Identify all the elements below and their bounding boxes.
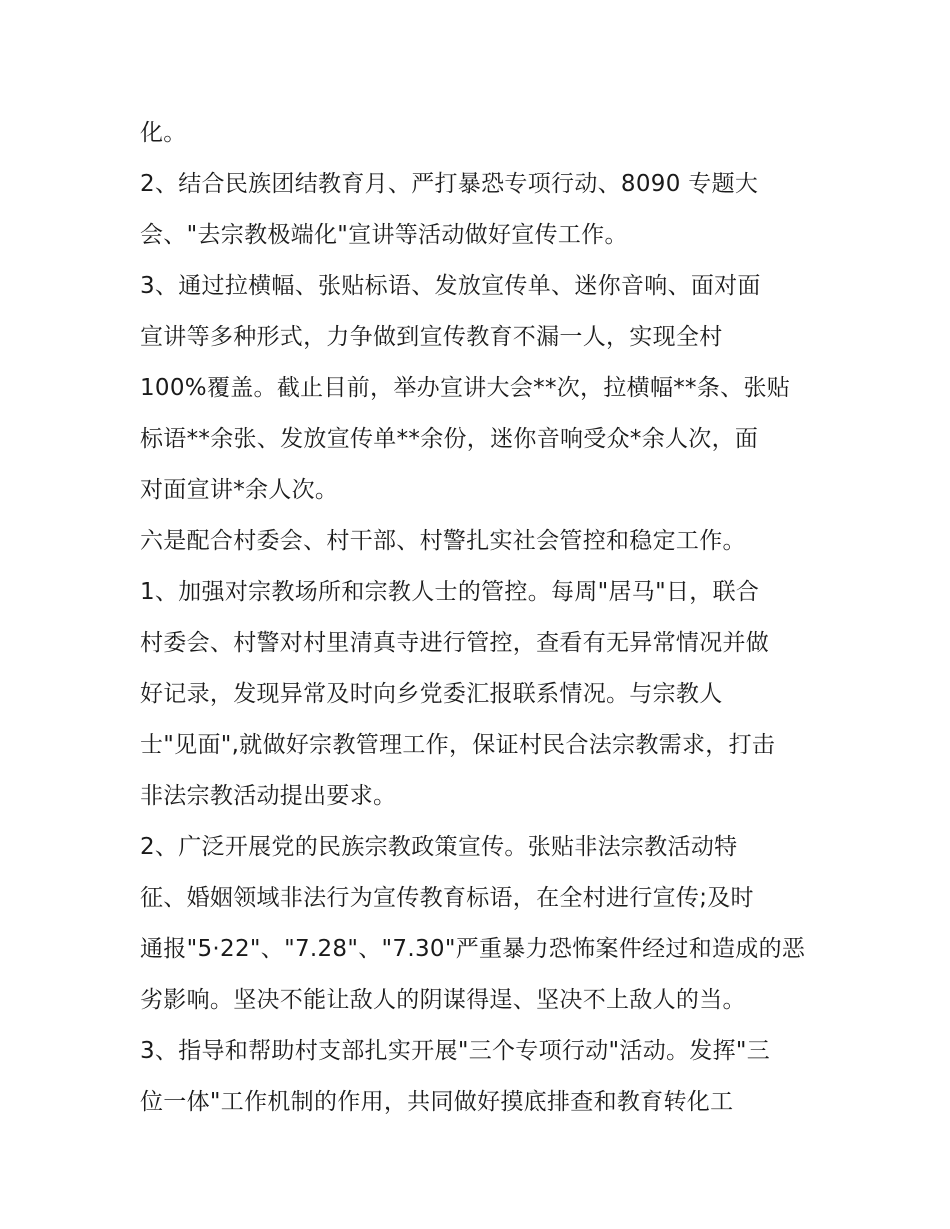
text-line-11: 村委会、村警对村里清真寺进行管控，查看有无异常情况并做 (140, 630, 770, 656)
text-line-17: 通报"5·22"、"7.28"、"7.30"严重暴力恐怖案件经过和造成的恶 (140, 936, 806, 962)
text-line-12: 好记录，发现异常及时向乡党委汇报联系情况。与宗教人 (140, 681, 723, 707)
text-line-4: 3、通过拉横幅、张贴标语、发放宣传单、迷你音响、面对面 (140, 273, 761, 299)
text-line-7: 标语**余张、发放宣传单**余份，迷你音响受众*余人次，面 (140, 426, 759, 452)
text-line-10: 1、加强对宗教场所和宗教人士的管控。每周"居马"日，联合 (140, 579, 760, 605)
text-line-5: 宣讲等多种形式，力争做到宣传教育不漏一人，实现全村 (140, 324, 723, 350)
text-line-15: 2、广泛开展党的民族宗教政策宣传。张贴非法宗教活动特 (140, 834, 738, 860)
text-line-6: 100%覆盖。截止目前，举办宣讲大会**次，拉横幅**条、张贴 (140, 375, 791, 401)
text-line-14: 非法宗教活动提出要求。 (140, 783, 397, 809)
text-line-13: 士"见面",就做好宗教管理工作，保证村民合法宗教需求，打击 (140, 732, 776, 758)
text-line-19: 3、指导和帮助村支部扎实开展"三个专项行动"活动。发挥"三 (140, 1038, 771, 1064)
text-line-8: 对面宣讲*余人次。 (140, 477, 339, 503)
text-line-9: 六是配合村委会、村干部、村警扎实社会管控和稳定工作。 (140, 528, 746, 554)
text-line-18: 劣影响。坚决不能让敌人的阴谋得逞、坚决不上敌人的当。 (140, 987, 746, 1013)
document-body (140, 108, 830, 1128)
text-line-3: 会、"去宗教极端化"宣讲等活动做好宣传工作。 (140, 222, 628, 248)
text-line-16: 征、婚姻领域非法行为宣传教育标语，在全村进行宣传;及时 (140, 885, 754, 911)
text-line-20: 位一体"工作机制的作用，共同做好摸底排查和教育转化工 (140, 1089, 734, 1115)
text-line-1: 化。 (140, 120, 187, 146)
text-line-2: 2、结合民族团结教育月、严打暴恐专项行动、8090 专题大 (140, 171, 759, 197)
